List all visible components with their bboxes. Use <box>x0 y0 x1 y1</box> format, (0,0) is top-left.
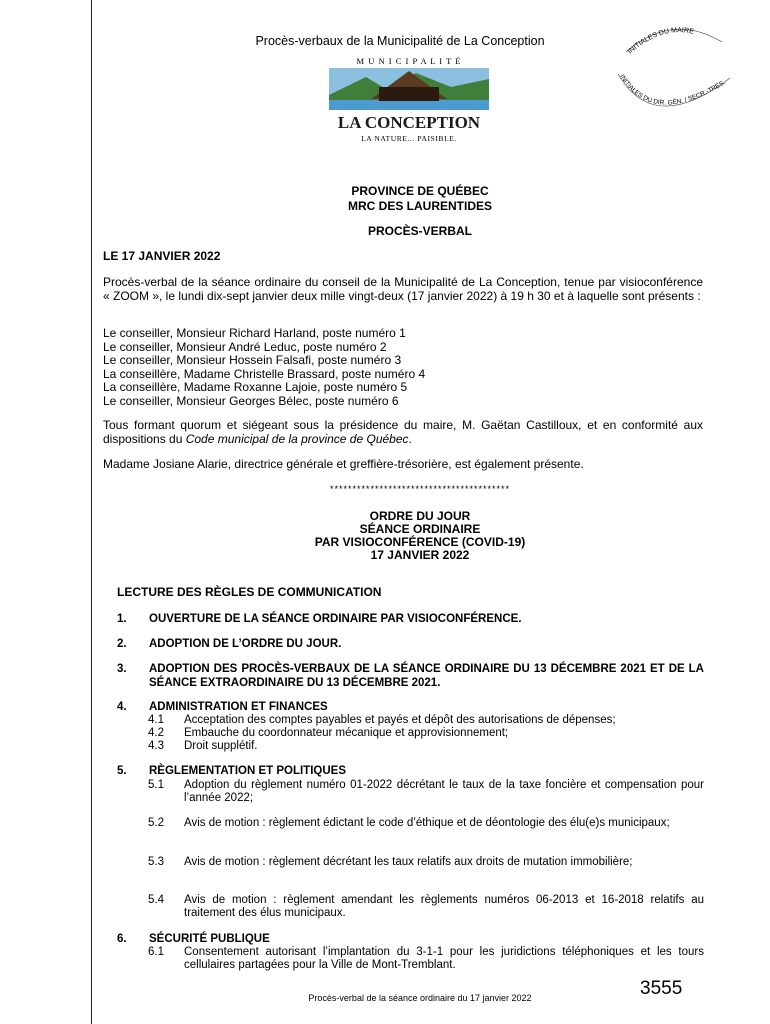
subitem-number: 4.3 <box>148 740 164 752</box>
agenda-item-text: OUVERTURE DE LA SÉANCE ORDINAIRE PAR VISIOCONFÉRENCE. <box>149 613 522 625</box>
agenda-item-number: 4. <box>117 701 127 713</box>
left-margin-line <box>91 0 92 1024</box>
agenda-item-text: RÈGLEMENTATION ET POLITIQUES <box>149 765 346 777</box>
heading-province: PROVINCE DE QUÉBEC <box>351 184 489 198</box>
agenda-heading-1: ORDRE DU JOUR <box>369 509 471 523</box>
rules-heading: LECTURE DES RÈGLES DE COMMUNICATION <box>117 585 382 599</box>
page-footer: Procès-verbal de la séance ordinaire du 17 janvier 2022 <box>308 993 532 1003</box>
intro-paragraph: Procès-verbal de la séance ordinaire du conseil de la Municipalité de La Conception, tenue par visioconférence « ZOOM », le lundi dix-sept janvier deux mille vingt-deux (17 janvier 2022) à 19 h 30 et à laquelle sont présents : <box>103 275 703 303</box>
municipality-logo <box>316 55 502 145</box>
agenda-item-number: 2. <box>117 638 127 650</box>
agenda-item-number: 5. <box>117 765 127 777</box>
separator-stars: **************************************** <box>329 484 511 494</box>
page-number: 3555 <box>640 978 683 999</box>
heading-mrc: MRC DES LAURENTIDES <box>347 199 492 213</box>
subitem-number: 5.3 <box>148 856 164 868</box>
logo-water <box>329 100 489 110</box>
agenda-item-text: ADOPTION DE L’ORDRE DU JOUR. <box>149 638 342 650</box>
logo-bridge-body <box>379 87 439 101</box>
page-header-title: Procès-verbaux de la Municipalité de La Conception <box>255 34 545 48</box>
attendees-list <box>103 327 703 408</box>
stamp-top-text: INITIALES DU MAIRE <box>626 27 695 56</box>
subitem-text: Consentement autorisant l’implantation du 3-1-1 pour les juridictions téléphoniques et les tours cellulaires partagées pour la Ville de Mont-Tremblant. <box>184 946 704 971</box>
subitem-text: Avis de motion : règlement édictant le code d’éthique et de déontologie des élu(e)s municipaux; <box>184 817 670 829</box>
subitem-number: 5.1 <box>148 779 164 791</box>
agenda-item-text: SÉCURITÉ PUBLIQUE <box>149 933 270 945</box>
logo-name: LA CONCEPTION <box>337 113 481 132</box>
subitem-number: 5.2 <box>148 817 164 829</box>
agenda-heading-4: 17 JANVIER 2022 <box>370 548 470 562</box>
quorum-end: . <box>408 431 412 446</box>
quorum-italic: Code municipal de la province de Québec <box>185 431 409 446</box>
quorum-paragraph <box>103 419 703 446</box>
agenda-item-number: 3. <box>117 663 127 675</box>
agenda-item-text: ADMINISTRATION ET FINANCES <box>149 701 328 713</box>
attendee-line: Le conseiller, Monsieur Hossein Falsafi, poste numéro 3 <box>103 353 402 367</box>
meeting-date: LE 17 JANVIER 2022 <box>103 249 221 263</box>
svg-text:INITIALES DU DIR. GÉN. / SECR. <box>618 73 727 106</box>
attendee-line: La conseillère, Madame Roxanne Lajoie, poste numéro 5 <box>103 380 408 394</box>
attendee-line: La conseillère, Madame Christelle Brassard, poste numéro 4 <box>103 366 426 381</box>
agenda-item-number: 1. <box>117 613 127 625</box>
initials-stamp <box>612 18 732 123</box>
attendee-line: Le conseiller, Monsieur Georges Bélec, poste numéro 6 <box>103 393 399 408</box>
subitem-text: Adoption du règlement numéro 01-2022 décrétant le taux de la taxe foncière et compensation pour l’année 2022; <box>184 779 704 804</box>
logo-tagline: LA NATURE... PAISIBLE. <box>361 134 457 143</box>
quorum-text: Tous formant quorum et siégeant sous la présidence du maire, M. Gaëtan Castilloux, et en conformité aux dispositions du <box>103 418 703 446</box>
logo-top-text: M U N I C I P A L I T É <box>356 56 462 66</box>
agenda-item-number: 6. <box>117 933 127 945</box>
svg-text:INITIALES DU MAIRE <box>627 27 695 55</box>
heading-doc-type: PROCÈS-VERBAL <box>367 224 472 238</box>
subitem-number: 5.4 <box>148 894 164 906</box>
subitem-text: Acceptation des comptes payables et payés et dépôt des autorisations de dépenses; <box>184 714 616 726</box>
subitem-text: Avis de motion : règlement décrétant les taux relatifs aux droits de mutation immobilière; <box>184 856 633 868</box>
agenda-heading-3: PAR VISIOCONFÉRENCE (COVID-19) <box>314 535 526 549</box>
agenda-heading-2: SÉANCE ORDINAIRE <box>359 522 481 536</box>
subitem-number: 4.2 <box>148 727 164 739</box>
attendee-line: Le conseiller, Monsieur André Leduc, poste numéro 2 <box>103 339 387 354</box>
dg-paragraph: Madame Josiane Alarie, directrice générale et greffière-trésorière, est également présente. <box>103 457 584 471</box>
attendee-line: Le conseiller, Monsieur Richard Harland, poste numéro 1 <box>103 326 406 340</box>
subitem-text: Droit supplétif. <box>184 740 258 752</box>
agenda-item-text: ADOPTION DES PROCÈS-VERBAUX DE LA SÉANCE ORDINAIRE DU 13 DÉCEMBRE 2021 ET DE LA SÉANCE EXTRAORDINAIRE DU 13 DÉCEMBRE 2021. <box>149 663 704 689</box>
stamp-bottom-text: INITIALES DU DIR. GÉN. / SECR.-TRÉS. <box>618 73 727 107</box>
subitem-number: 6.1 <box>148 946 164 958</box>
subitem-text: Avis de motion : règlement amendant les règlements numéros 06-2013 et 16-2018 relatifs au traitement des élus municipaux. <box>184 894 704 919</box>
subitem-number: 4.1 <box>148 714 164 726</box>
subitem-text: Embauche du coordonnateur mécanique et approvisionnement; <box>184 727 509 739</box>
